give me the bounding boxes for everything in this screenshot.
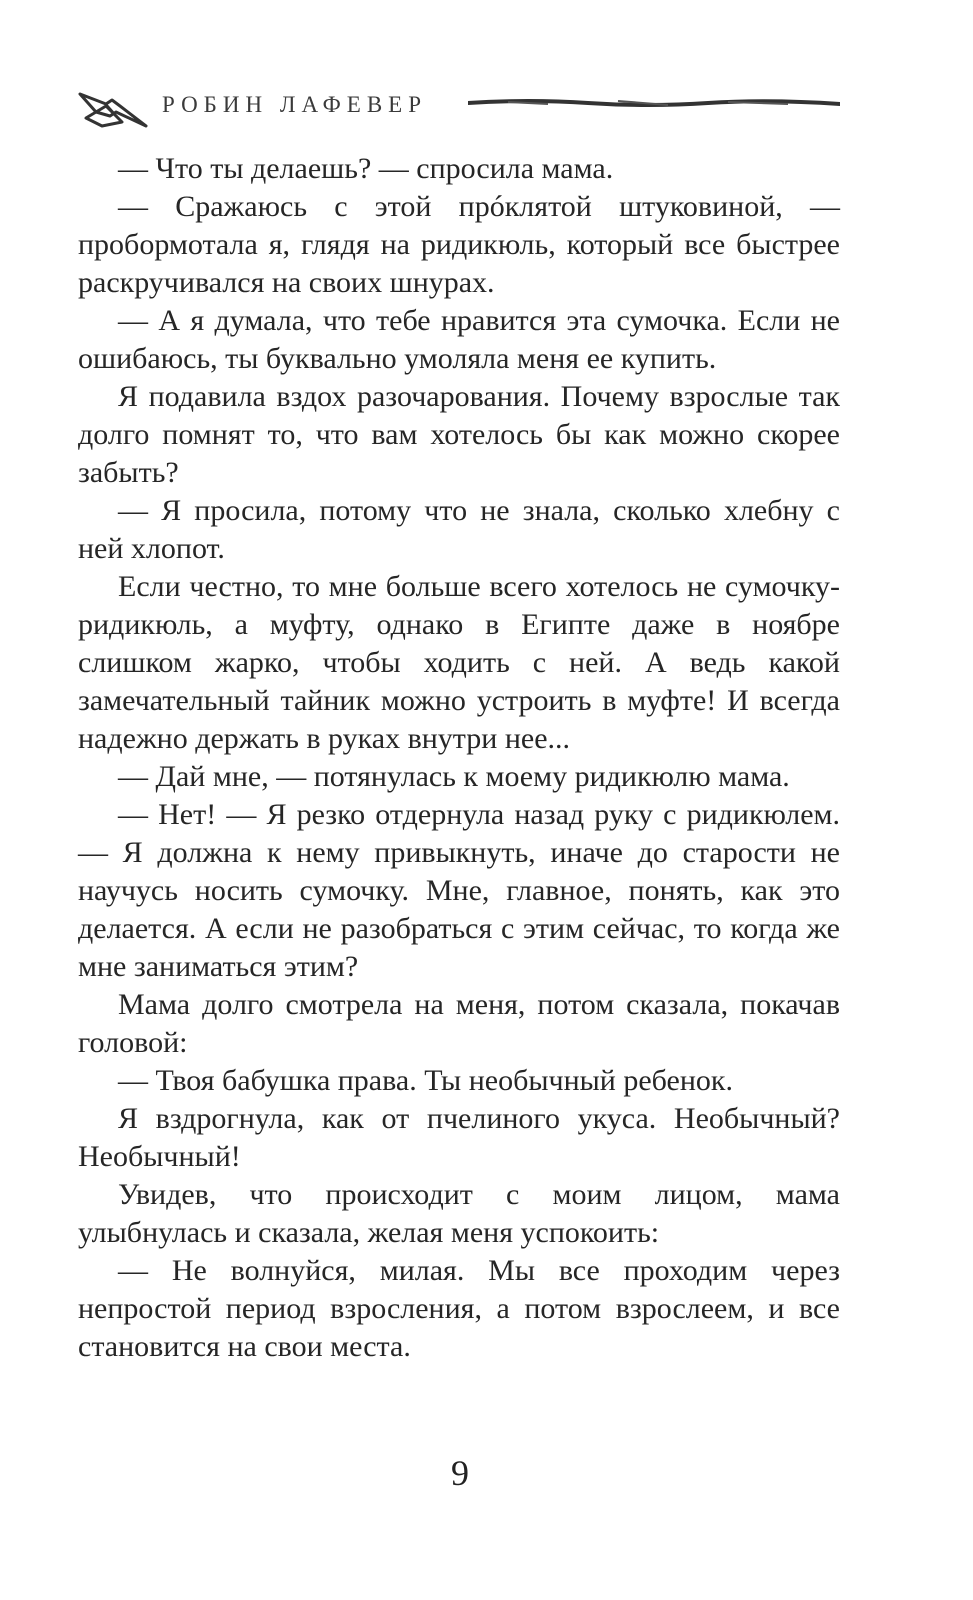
page-number: 9	[451, 1453, 469, 1493]
paragraph: — Не волнуйся, милая. Мы все проходим через непростой период взросления, а потом взрослеем, и все становится на свои места.	[78, 1254, 840, 1363]
body-text	[78, 150, 840, 1366]
paragraph: Увидев, что происходит с моим лицом, мама улыбнулась и сказала, желая меня успокоить:	[78, 1178, 840, 1249]
paragraph: — Твоя бабушка права. Ты необычный ребенок.	[118, 1064, 733, 1097]
paragraph: — Я просила, потому что не знала, сколько хлебну с ней хлопот.	[78, 494, 840, 565]
paragraph: Мама долго смотрела на меня, потом сказала, покачав головой:	[78, 988, 840, 1059]
paragraph: Если честно, то мне больше всего хотелось не сумочку-ридикюль, а муфту, однако в Египте даже в ноябре слишком жарко, чтобы ходить с ней. А ведь какой замечательный тайник можно устроить в муфте! И всегда надежно держать в руках внутри нее...	[78, 570, 840, 755]
paragraph: — Сражаюсь с этой прóклятой штуковиной, — пробормотала я, глядя на ридикюль, который все быстрее раскручивался на своих шнурах.	[78, 190, 840, 299]
author-name: РОБИН ЛАФЕВЕР	[162, 92, 428, 117]
paragraph: — Дай мне, — потянулась к моему ридикюлю мама.	[118, 760, 790, 793]
paragraph: — Нет! — Я резко отдернула назад руку с ридикюлем. — Я должна к нему привыкнуть, иначе до старости не научусь носить сумочку. Мне, главное, понять, как это делается. А если не разобраться с этим сейчас, то когда же мне заниматься этим?	[78, 798, 840, 983]
paragraph: — Что ты делаешь? — спросила мама.	[118, 152, 614, 185]
paragraph: Я подавила вздох разочарования. Почему взрослые так долго помнят то, что вам хотелось бы как можно скорее забыть?	[78, 380, 840, 489]
paragraph: Я вздрогнула, как от пчелиного укуса. Необычный? Необычный!	[78, 1102, 840, 1173]
running-header	[76, 78, 840, 138]
decorative-rule	[468, 96, 840, 110]
dagger-hand-icon	[76, 82, 148, 132]
paragraph: — А я думала, что тебе нравится эта сумочка. Если не ошибаюсь, ты буквально умоляла меня ее купить.	[78, 304, 840, 375]
